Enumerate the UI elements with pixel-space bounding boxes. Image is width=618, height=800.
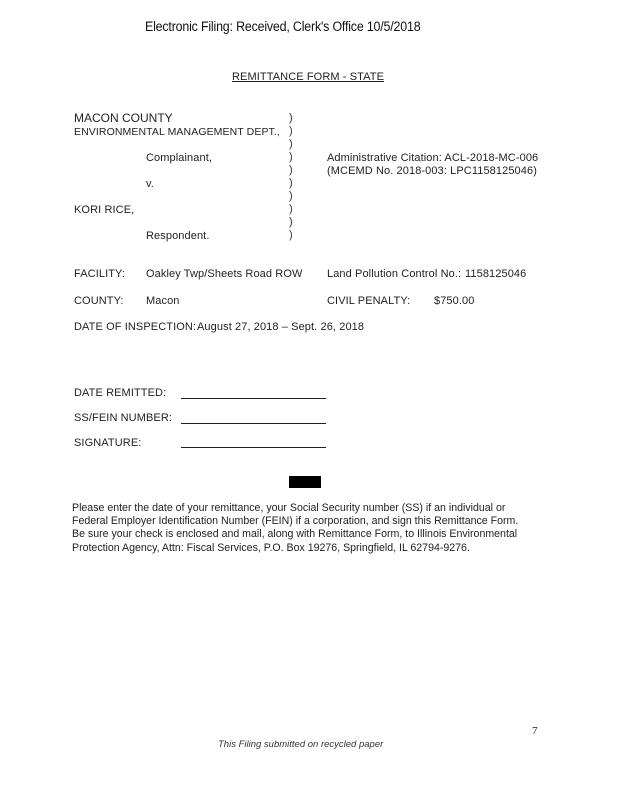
versus-text: v. [146,178,154,190]
caption-paren: ) [289,125,293,137]
instructions-line: Please enter the date of your remittance, your Social Security number (SS) if an individual or [72,502,506,514]
date-remitted-label: DATE REMITTED: [74,387,167,399]
caption-paren: ) [289,138,293,150]
respondent-role: Respondent. [146,230,210,242]
caption-paren: ) [289,229,293,241]
lpc-label: Land Pollution Control No.: [327,268,462,280]
caption-paren: ) [289,164,293,176]
facility-value: Oakley Twp/Sheets Road ROW [146,268,303,280]
penalty-value: $750.00 [434,295,475,307]
filing-stamp: Electronic Filing: Received, Clerk's Office 10/5/2018 [145,19,421,34]
recycled-paper-note: This Filing submitted on recycled paper [218,739,384,750]
instructions-line: Protection Agency, Attn: Fiscal Services, P.O. Box 19276, Springfield, IL 62794-9276. [72,541,470,554]
caption-paren: ) [289,151,293,163]
signature-line[interactable] [181,447,326,448]
ssn-label: SS/FEIN NUMBER: [74,412,173,424]
inspection-label: DATE OF INSPECTION: [74,321,197,333]
caption-paren: ) [289,112,293,124]
form-title: REMITTANCE FORM - STATE [232,71,385,83]
redaction-block [289,476,321,488]
caption-paren: ) [289,203,293,215]
facility-label: FACILITY: [74,268,126,280]
lpc-value: 1158125046 [465,268,527,280]
respondent-name: KORI RICE, [74,204,135,216]
signature-label: SIGNATURE: [74,437,142,449]
caption-paren: ) [289,190,293,202]
inspection-value: August 27, 2018 – Sept. 26, 2018 [197,321,365,333]
complainant-dept: ENVIRONMENTAL MANAGEMENT DEPT., [74,126,280,138]
caption-paren: ) [289,216,293,228]
date-remitted-line[interactable] [181,398,326,399]
instructions-paragraph [72,502,542,555]
instructions-line: Federal Employer Identification Number (FEIN) if a corporation, and sign this Remittance Form. [72,515,519,528]
instructions-line: Be sure your check is enclosed and mail, along with Remittance Form, to Illinois Environmental [72,528,518,541]
county-label: COUNTY: [74,295,124,307]
mcemd-number: (MCEMD No. 2018-003: LPC1158125046) [327,165,537,177]
citation-number: Administrative Citation: ACL-2018-MC-006 [327,152,539,164]
complainant-name: MACON COUNTY [74,111,173,125]
penalty-label: CIVIL PENALTY: [327,295,411,307]
page-number: 7 [532,725,538,737]
ssn-line[interactable] [181,423,326,424]
caption-paren: ) [289,177,293,189]
complainant-role: Complainant, [146,152,213,164]
county-value: Macon [146,295,180,307]
